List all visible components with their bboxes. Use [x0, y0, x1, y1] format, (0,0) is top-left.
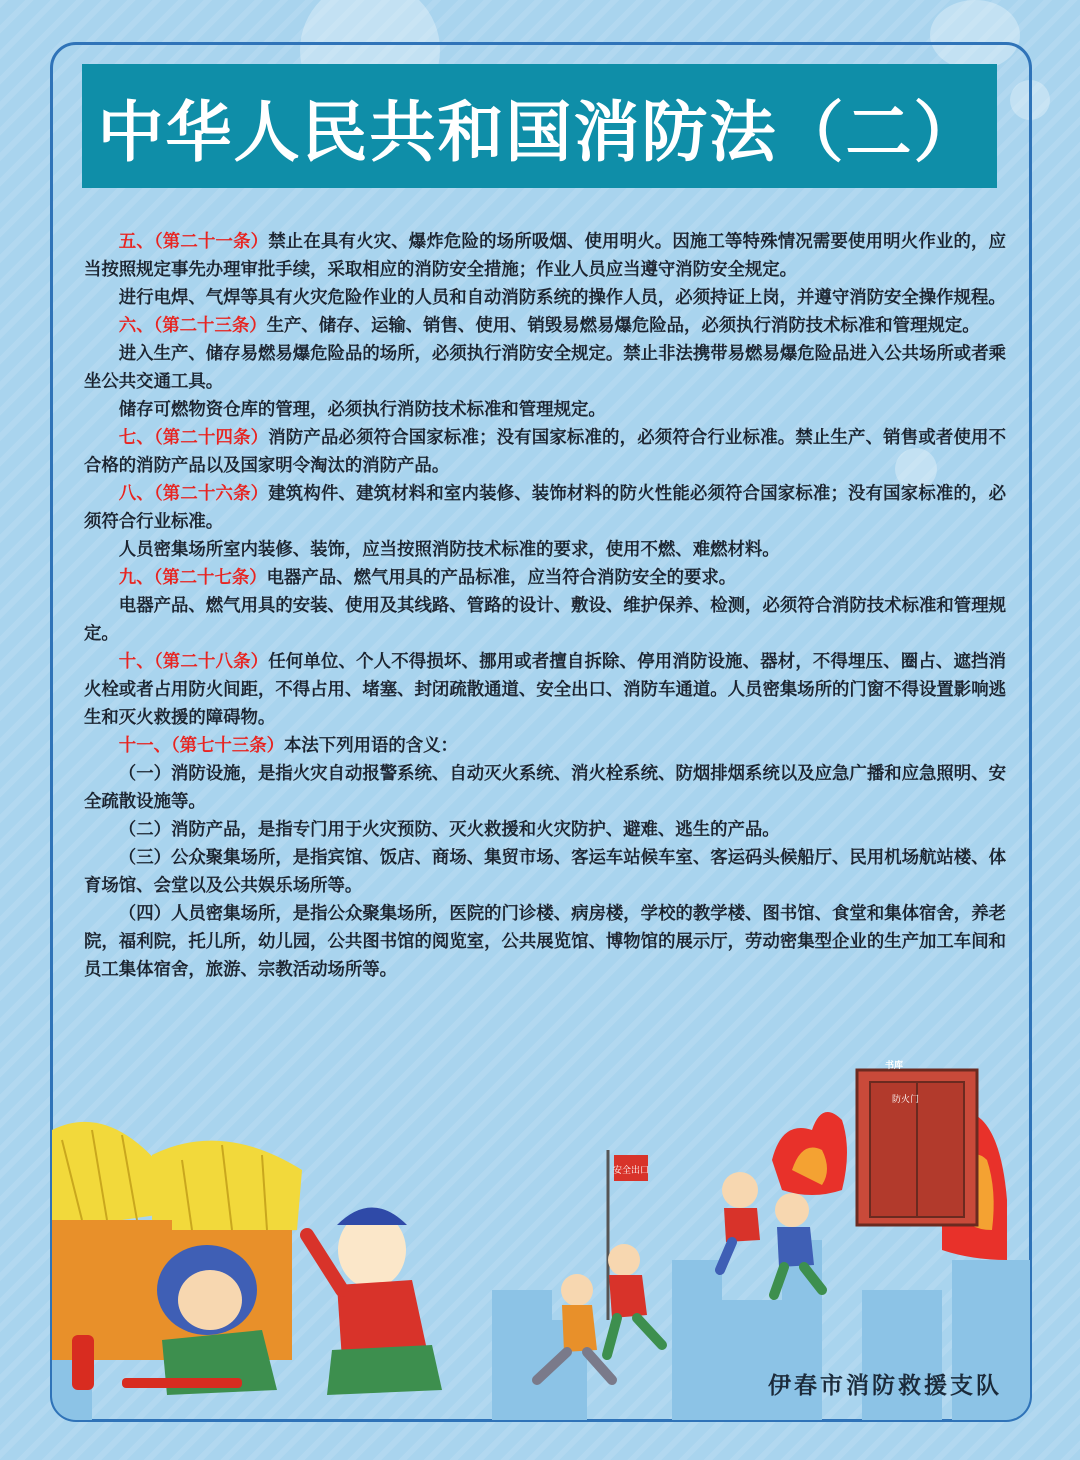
article-text: 电器产品、燃气用具的产品标准，应当符合消防安全的要求。	[266, 568, 737, 588]
article-text: （三）公众聚集场所，是指宾馆、饭店、商场、集贸市场、客运车站候车室、客运码头候船厅、民用机场航站楼、体育场馆、会堂以及公共娱乐场所等。	[84, 848, 1006, 896]
door-sign: 书库	[885, 1061, 904, 1071]
law-paragraph	[84, 228, 1006, 284]
article-text: 生产、储存、运输、销售、使用、销毁易燃易爆危险品，必须执行消防技术标准和管理规定。	[266, 316, 980, 336]
article-heading: 八、（第二十六条）	[118, 484, 269, 504]
law-paragraph	[84, 760, 1006, 816]
article-text: 禁止在具有火灾、爆炸危险的场所吸烟、使用明火。因施工等特殊情况需要使用明火作业的，应当按照规定事先办理审批手续，采取相应的消防安全措施；作业人员应当遵守消防安全规定。	[84, 232, 1006, 280]
article-heading: 七、（第二十四条）	[118, 428, 269, 448]
law-paragraph	[84, 312, 1006, 340]
law-paragraph	[84, 424, 1006, 480]
fire-escape-illustration	[52, 1060, 1030, 1420]
page-title: 中华人民共和国消防法（二）	[97, 93, 982, 171]
article-heading: 九、（第二十七条）	[118, 568, 267, 588]
article-text: 电器产品、燃气用具的安装、使用及其线路、管路的设计、敷设、维护保养、检测，必须符合消防技术标准和管理规定。	[84, 596, 1006, 644]
article-text: 建筑构件、建筑材料和室内装修、装饰材料的防火性能必须符合国家标准；没有国家标准的，必须符合行业标准。	[84, 484, 1006, 532]
law-paragraph	[84, 592, 1006, 648]
exit-flag-label: 安全出口	[612, 1166, 650, 1176]
law-paragraph	[84, 284, 1006, 312]
law-paragraph	[84, 536, 1006, 564]
article-heading: 十一、（第七十三条）	[118, 736, 285, 756]
article-text: 进入生产、储存易燃易爆危险品的场所，必须执行消防安全规定。禁止非法携带易燃易爆危险品进入公共场所或者乘坐公共交通工具。	[84, 344, 1006, 392]
law-text	[84, 228, 1006, 984]
article-text: 本法下列用语的含义：	[284, 736, 458, 756]
article-text: 消防产品必须符合国家标准；没有国家标准的，必须符合行业标准。禁止生产、销售或者使用不合格的消防产品以及国家明令淘汰的消防产品。	[84, 428, 1006, 476]
waving-child	[307, 1208, 442, 1396]
fire-door-label: 防火门	[892, 1095, 920, 1105]
law-paragraph	[84, 480, 1006, 536]
title-banner	[82, 64, 997, 188]
law-paragraph	[84, 900, 1006, 984]
law-paragraph	[84, 648, 1006, 732]
article-text: （一）消防设施，是指火灾自动报警系统、自动灭火系统、消火栓系统、防烟排烟系统以及应急广播和应急照明、安全疏散设施等。	[84, 764, 1006, 812]
article-heading: 十、（第二十八条）	[118, 652, 269, 672]
law-paragraph	[84, 396, 1006, 424]
extinguisher-icon	[72, 1335, 94, 1390]
law-paragraph	[84, 844, 1006, 900]
illustration-scene	[52, 1060, 1030, 1420]
organization-name: 伊春市消防救援支队	[768, 1373, 1002, 1399]
article-heading: 五、（第二十一条）	[118, 232, 269, 252]
article-text: （四）人员密集场所，是指公众聚集场所，医院的门诊楼、病房楼，学校的教学楼、图书馆、食堂和集体宿舍，养老院，福利院，托儿所，幼儿园，公共图书馆的阅览室，公共展览馆、博物馆的展示厅，劳动密集型企业的生产加工车间和员工集体宿舍，旅游、宗教活动场所等。	[84, 904, 1006, 980]
law-paragraph	[84, 816, 1006, 844]
article-text: 进行电焊、气焊等具有火灾危险作业的人员和自动消防系统的操作人员，必须持证上岗，并遵守消防安全操作规程。	[118, 288, 1006, 308]
law-paragraph	[84, 340, 1006, 396]
article-text: （二）消防产品，是指专门用于火灾预防、灭火救援和火灾防护、避难、逃生的产品。	[118, 820, 780, 840]
article-text: 任何单位、个人不得损坏、挪用或者擅自拆除、停用消防设施、器材，不得埋压、圈占、遮挡消火栓或者占用防火间距，不得占用、堵塞、封闭疏散通道、安全出口、消防车通道。人员密集场所的门窗不得设置影响逃生和灭火救援的障碍物。	[84, 652, 1006, 728]
law-paragraph	[84, 564, 1006, 592]
article-heading: 六、（第二十三条）	[118, 316, 267, 336]
article-text: 人员密集场所室内装修、装饰，应当按照消防技术标准的要求，使用不燃、难燃材料。	[118, 540, 780, 560]
law-paragraph	[84, 732, 1006, 760]
article-text: 储存可燃物资仓库的管理，必须执行消防技术标准和管理规定。	[118, 400, 606, 420]
fire-door	[857, 1060, 977, 1225]
